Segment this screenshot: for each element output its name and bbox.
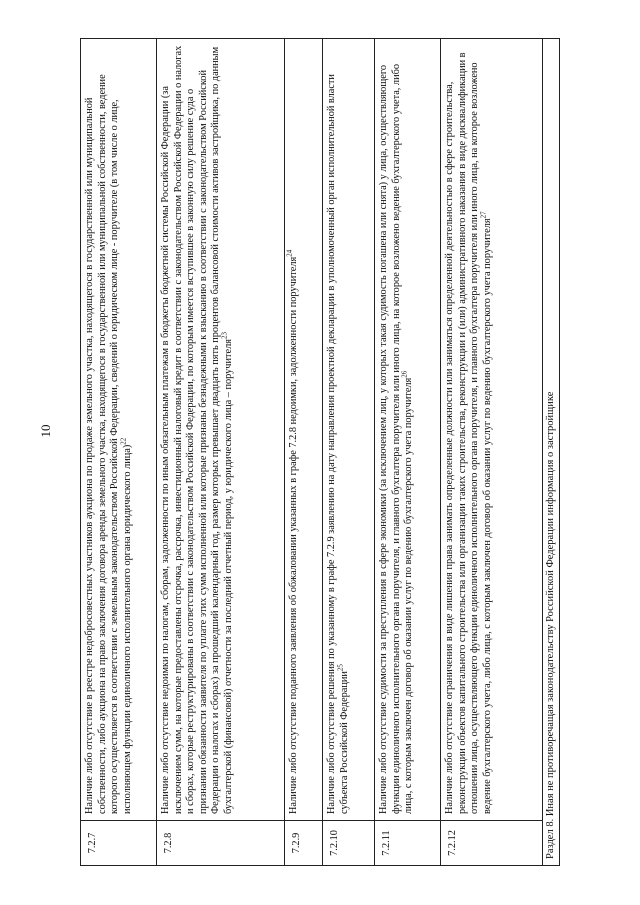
section-heading: Раздел 8. Иная не противоречащая законодательству Российской Федерации информация о застройщике (542, 38, 560, 866)
row-code: 7.2.11 (375, 821, 441, 866)
page-number: 10 (38, 424, 53, 438)
table-row (285, 39, 323, 866)
row-code: 7.2.9 (285, 821, 323, 866)
table-row (323, 39, 375, 866)
row-text: Наличие либо отсутствие ограничения в виде лишения права занимать определенные должности или заниматься определенной деятельностью в сфере строительства, реконструкции объектов капитального строительства или организации таких строительства, реконструкции и (или) административного наказания в виде дисквалификации в отношении лица, осуществляющего функции единоличного исполнительного органа поручителя, и главного бухгалтера поручителя или иного лица, на которое возложено ведение бухгалтерского учета, либо лица, с которым заключен договор об оказании услуг по ведению бухгалтерского учета поручителя$^{27}$ (441, 39, 543, 821)
row-text: Наличие либо отсутствие недоимки по налогам, сборам, задолженности по иным обязательным платежам в бюджеты бюджетной системы Российской Федерации (за исключением сумм, на которые предоставлены отсрочка, рассрочка, инвестиционный налоговый кредит в соответствии с законодательством Российской Федерации о налогах и сборах, которые реструктурированы в соответствии с законодательством Российской Федерации, по которым имеется вступившее в законную силу решение суда о признании обязанности заявителя по уплате этих сумм исполненной или которые признаны безнадежными к взысканию в соответствии с законодательством Российской Федерации о налогах и сборах) за прошедший календарный год, размер которых превышает двадцать пять процентов балансовой стоимости активов застройщика, по данным бухгалтерской (финансовой) отчетности за последний отчетный период, у юридического лица – поручителя$^{23}$ (157, 39, 285, 821)
table-row (81, 39, 157, 866)
table-row (375, 39, 441, 866)
row-text: Наличие либо отсутствие судимости за преступления в сфере экономики (за исключением лиц, у которых такая судимость погашена или снята) у лица, осуществляющего функции единоличного исполнительного органа поручителя, и главного бухгалтера поручителя или иного лица, на которое возложено ведение бухгалтерского учета, либо лица, с которым заключен договор об оказании услуг по ведению бухгалтерского учета поручителя$^{26}$ (375, 39, 441, 821)
table-row (441, 39, 543, 866)
row-text: Наличие либо отсутствие решения по указанному в графе 7.2.9 заявлению на дату направления проектной декларации в уполномоченный орган исполнительной власти субъекта Российской Федерации$^{25}$ (323, 39, 375, 821)
row-code: 7.2.7 (81, 821, 157, 866)
table-row (157, 39, 285, 866)
row-text: Наличие либо отсутствие поданного заявления об обжаловании указанных в графе 7.2.8 недоимки, задолженности поручителя$^{24}$ (285, 39, 323, 821)
rotated-page-content (80, 38, 560, 866)
row-code: 7.2.8 (157, 821, 285, 866)
row-code: 7.2.12 (441, 821, 543, 866)
disclosure-table (80, 38, 543, 866)
row-code: 7.2.10 (323, 821, 375, 866)
row-text: Наличие либо отсутствие в реестре недобросовестных участников аукциона по продаже земельного участка, находящегося в государственной или муниципальной собственности, либо аукциона на право заключения договора аренды земельного участка, находящегося в государственной или муниципальной собственности, ведение которого осуществляется в соответствии с земельным законодательством Российской Федерации, сведений о юридическом лице - поручителе (в том числе о лице, исполняющем функции единоличного исполнительного органа юридического лица)$^{22}$ (81, 39, 157, 821)
